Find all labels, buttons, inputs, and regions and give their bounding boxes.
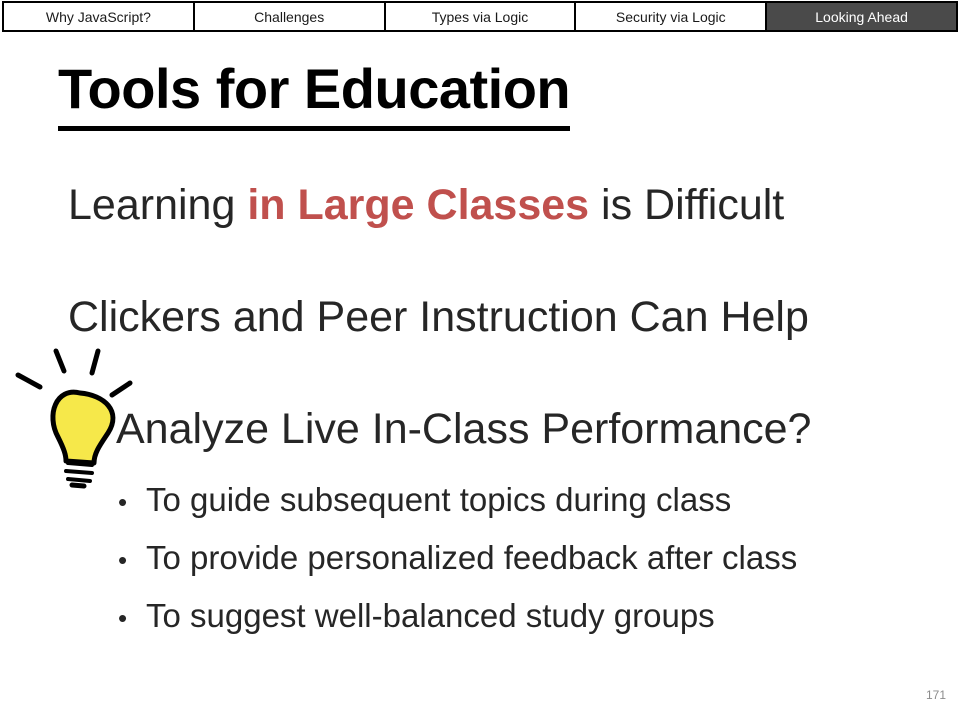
bullet-dot: • xyxy=(118,487,128,517)
tab-types-via-logic[interactable]: Types via Logic xyxy=(386,3,577,30)
headline-accent-text: in Large Classes xyxy=(247,181,590,229)
bullet-dot: • xyxy=(118,603,128,633)
bullet-list xyxy=(118,480,797,654)
tab-challenges[interactable]: Challenges xyxy=(195,3,386,30)
bullet-text: To guide subsequent topics during class xyxy=(146,481,732,518)
tab-why-javascript[interactable]: Why JavaScript? xyxy=(4,3,195,30)
bullet-text: To suggest well-balanced study groups xyxy=(146,597,715,634)
headline-analyze-performance: Analyze Live In-Class Performance? xyxy=(116,405,812,453)
slide-number: 171 xyxy=(925,688,946,702)
list-item xyxy=(118,480,797,520)
tab-looking-ahead[interactable]: Looking Ahead xyxy=(767,3,956,30)
headline-text-pre: Learning xyxy=(68,181,248,229)
list-item xyxy=(118,538,797,578)
headline-large-classes xyxy=(68,178,784,232)
bullet-text: To provide personalized feedback after class xyxy=(146,539,798,576)
tab-security-via-logic[interactable]: Security via Logic xyxy=(576,3,767,30)
section-navbar xyxy=(2,1,958,32)
list-item xyxy=(118,596,797,636)
page-title: Tools for Education xyxy=(58,54,570,131)
bullet-dot: • xyxy=(118,545,128,575)
headline-clickers: Clickers and Peer Instruction Can Help xyxy=(68,293,809,341)
headline-text-post: is Difficult xyxy=(589,181,785,229)
